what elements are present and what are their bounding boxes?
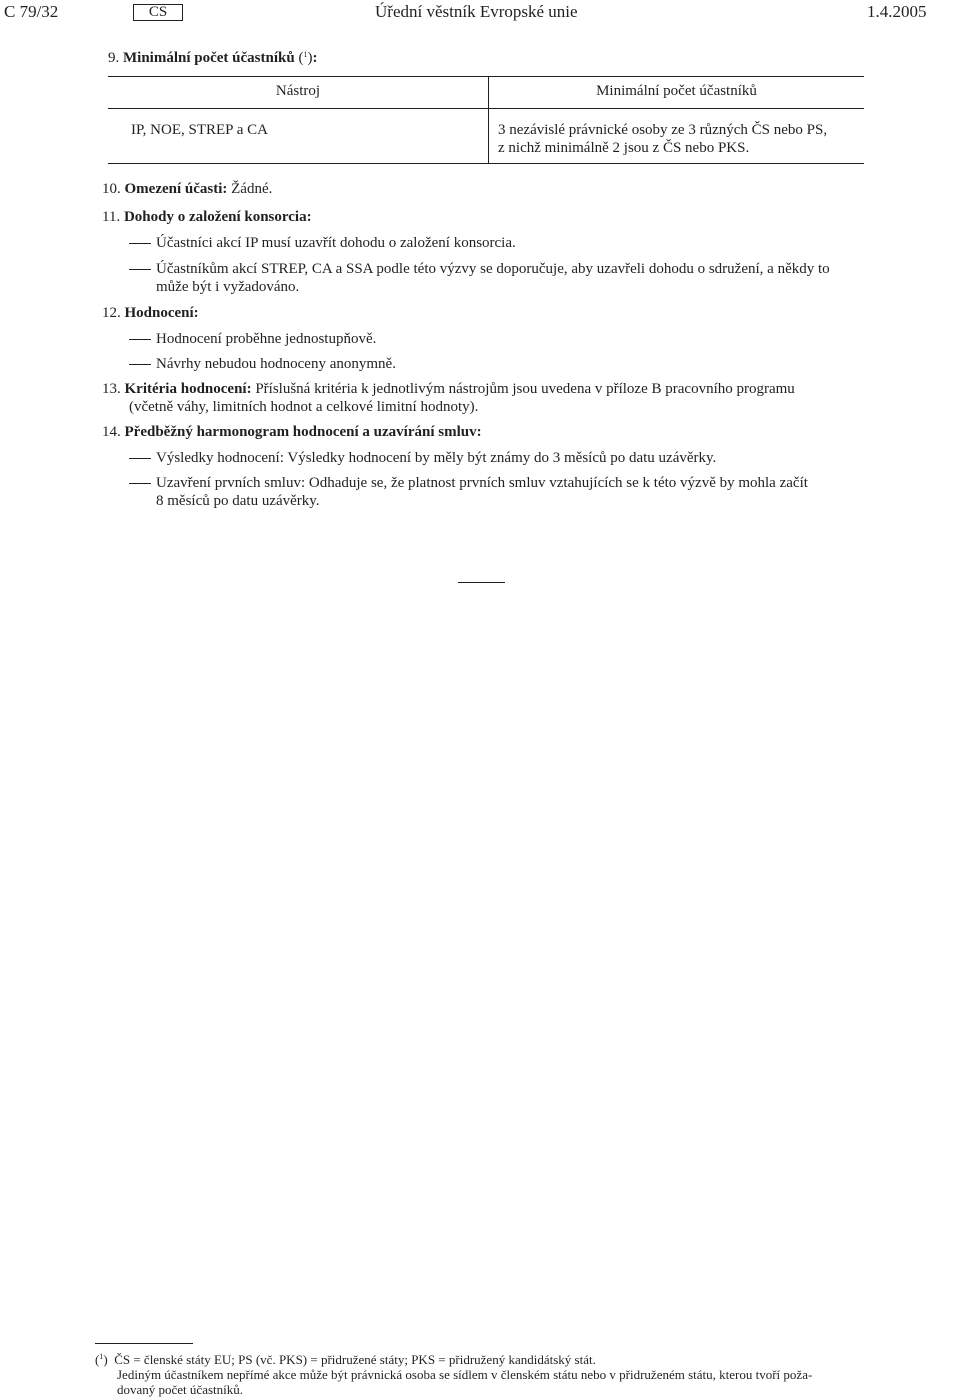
page-reference: C 79/32 [4, 2, 59, 21]
footnote-line-3: dovaný počet účastníků. [117, 1382, 243, 1397]
item-10-text: Žádné. [231, 181, 273, 197]
dash-bullet [129, 269, 151, 270]
table-bottom-rule [108, 163, 864, 164]
table-header-min-participants: Minimální počet účastníků [596, 83, 757, 99]
publication-date: 1.4.2005 [867, 2, 927, 21]
item-13-line1: Příslušná kritéria k jednotlivým nástrojům jsou uvedena v příloze B pracovního programu [255, 381, 795, 397]
table-cell-min-line2: z nichž minimálně 2 jsou z ČS nebo PKS. [498, 140, 750, 156]
dash-bullet [129, 458, 151, 459]
item-14-bullet-2-line1: Uzavření prvních smluv: Odhaduje se, že platnost prvních smluv vztahujících se k této výzvě by mohla začít [156, 475, 808, 491]
table-top-rule [108, 76, 864, 77]
item-9: 9. Minimální počet účastníků ($^1$): [108, 50, 318, 66]
item-11-bullet-2-line2: může být i vyžadováno. [156, 279, 300, 295]
table-header-instrument: Nástroj [275, 83, 321, 99]
table-header-rule [108, 108, 864, 109]
table-cell-min-line1: 3 nezávislé právnické osoby ze 3 různých ČS nebo PS, [498, 122, 828, 138]
language-code-badge: CS [133, 4, 183, 21]
journal-title: Úřední věstník Evropské unie [375, 2, 578, 21]
item-14-bullet-1: Výsledky hodnocení: Výsledky hodnocení by měly být známy do 3 měsíců po datu uzávěrky. [156, 450, 717, 466]
item-12-title: Hodnocení: [124, 305, 199, 321]
item-11: 11. Dohody o založení konsorcia: [102, 209, 312, 225]
item-14: 14. Předběžný harmonogram hodnocení a uzavírání smluv: [102, 424, 482, 440]
item-14-bullet-2-line2: 8 měsíců po datu uzávěrky. [156, 493, 320, 509]
item-9-title: Minimální počet účastníků [123, 50, 295, 66]
item-13-title: Kritéria hodnocení: [124, 381, 252, 397]
footnote-marker: ($^1$) [95, 1352, 108, 1367]
item-12-bullet-1: Hodnocení proběhne jednostupňově. [156, 331, 377, 347]
item-12: 12. Hodnocení: [102, 305, 199, 321]
item-9-footnote-ref: ($^1$) [298, 50, 313, 66]
item-10-title: Omezení účasti: [124, 181, 228, 197]
end-separator-rule [458, 582, 505, 583]
item-14-title: Předběžný harmonogram hodnocení a uzavírání smluv: [124, 424, 482, 440]
dash-bullet [129, 339, 151, 340]
item-11-title: Dohody o založení konsorcia: [123, 209, 312, 225]
dash-bullet [129, 243, 151, 244]
dash-bullet [129, 364, 151, 365]
item-9-number: 9. [108, 50, 120, 66]
dash-bullet [129, 483, 151, 484]
item-13-line2: (včetně váhy, limitních hodnot a celkové limitní hodnoty). [129, 399, 479, 415]
item-12-bullet-2: Návrhy nebudou hodnoceny anonymně. [156, 356, 396, 372]
footnote-line-2: Jediným účastníkem nepřímé akce může být právnická osoba se sídlem v členském státu nebo v přidruženém státu, kterou tvoří poža- [117, 1367, 813, 1382]
item-11-bullet-1: Účastníci akcí IP musí uzavřít dohodu o založení konsorcia. [156, 235, 516, 251]
item-11-bullet-2-line1: Účastníkům akcí STREP, CA a SSA podle této výzvy se doporučuje, aby uzavřeli dohodu o sdružení, a někdy to [156, 261, 830, 277]
footnote-line-1: ($^1$) ČS = členské státy EU; PS (vč. PKS) = přidružené státy; PKS = přidružený kandidátský stát. [95, 1352, 596, 1367]
table-cell-instrument: IP, NOE, STREP a CA [131, 122, 268, 138]
item-10: 10. Omezení účasti: Žádné. [102, 181, 273, 197]
footnote-separator-rule [95, 1343, 193, 1344]
item-13: 13. Kritéria hodnocení: Příslušná kritéria k jednotlivým nástrojům jsou uvedena v příloze B pracovního programu [102, 381, 795, 397]
